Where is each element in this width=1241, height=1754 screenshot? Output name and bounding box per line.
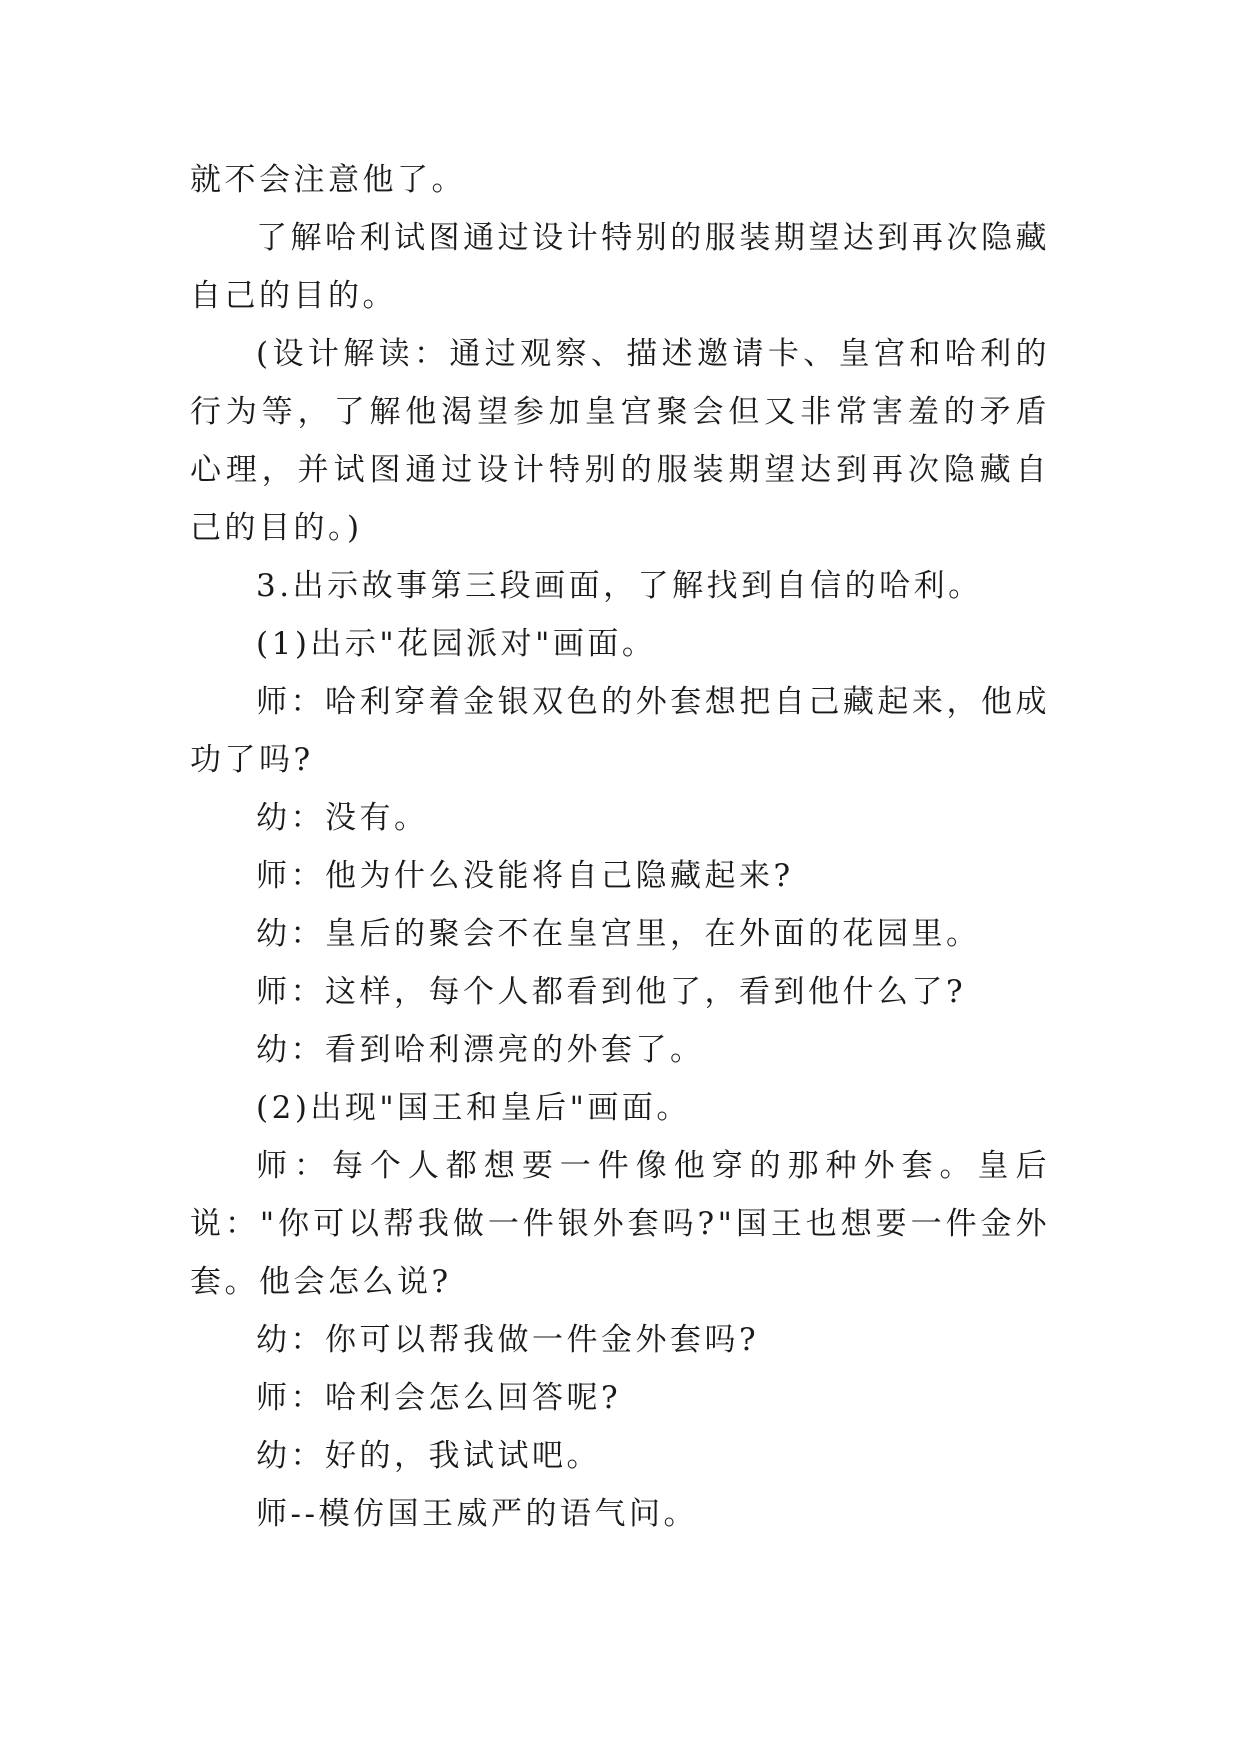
- dialogue-line: 幼：你可以帮我做一件金外套吗?: [256, 1322, 760, 1358]
- paragraph-continuation: 就不会注意他了。: [190, 162, 466, 198]
- dialogue-line: 幼：没有。: [256, 800, 429, 836]
- paragraph-step-3-2: (2)出现"国王和皇后"画面。: [256, 1090, 691, 1126]
- dialogue-line: 幼：好的，我试试吧。: [256, 1438, 601, 1474]
- paragraph-harry-purpose: 了解哈利试图通过设计特别的服装期望达到再次隐藏自己的目的。: [190, 220, 1050, 314]
- dialogue-line: 幼：看到哈利漂亮的外套了。: [256, 1032, 705, 1068]
- dialogue-line: 幼：皇后的聚会不在皇宫里，在外面的花园里。: [256, 916, 981, 952]
- document-body: [190, 151, 1050, 1543]
- dialogue-line: 师：他为什么没能将自己隐藏起来?: [256, 858, 794, 894]
- dialogue-line: 师：哈利会怎么回答呢?: [256, 1380, 622, 1416]
- dialogue-line: 师--模仿国王威严的语气问。: [256, 1496, 698, 1532]
- dialogue-line: 师：每个人都想要一件像他穿的那种外套。皇后说："你可以帮我做一件银外套吗?"国王也想要一件金外套。他会怎么说?: [190, 1148, 1050, 1300]
- paragraph-step-3: 3.出示故事第三段画面，了解找到自信的哈利。: [256, 568, 983, 604]
- dialogue-line: 师：哈利穿着金银双色的外套想把自己藏起来，他成功了吗?: [190, 684, 1050, 778]
- paragraph-design-note: (设计解读：通过观察、描述邀请卡、皇宫和哈利的行为等，了解他渴望参加皇宫聚会但又非常害羞的矛盾心理，并试图通过设计特别的服装期望达到再次隐藏自己的目的。): [190, 336, 1050, 546]
- dialogue-line: 师：这样，每个人都看到他了，看到他什么了?: [256, 974, 967, 1010]
- paragraph-step-3-1: (1)出示"花园派对"画面。: [256, 626, 657, 662]
